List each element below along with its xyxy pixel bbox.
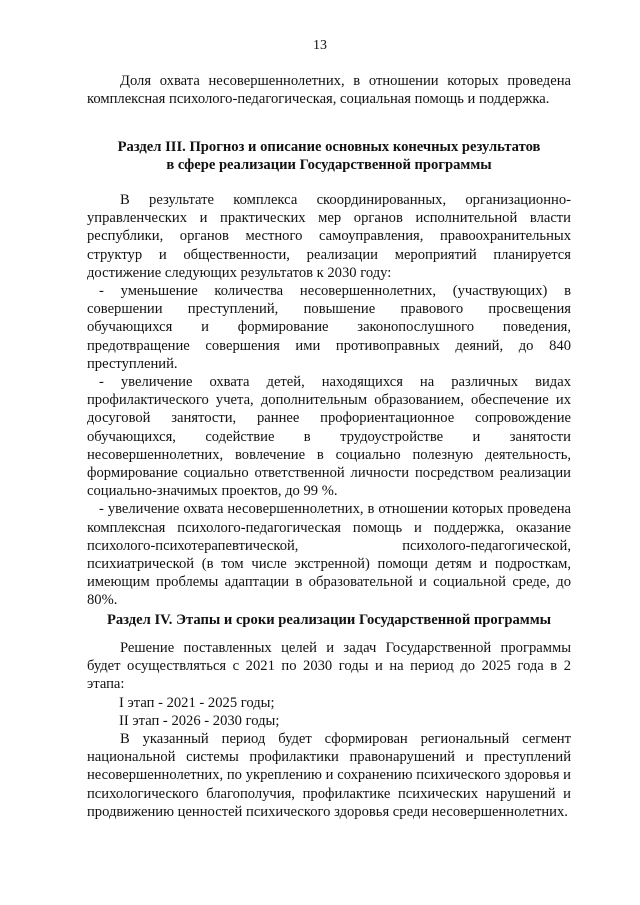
section-3-lead-paragraph: В результате комплекса скоординированных, организационно-управленческих и практических мер органов исполнительной власти республики, органов местного самоуправления, правоохранительных структур и общественности, реализации мероприятий планируется достижение следующих результатов к 2030 году: [87, 192, 571, 281]
section-4-body [87, 639, 571, 821]
result-bullet-3: - увеличение охвата несовершеннолетних, в отношении которых проведена комплексная психолого-педагогическая помощь и поддержка, оказание психолого-психотерапевтической, психолого-педагогической, психиатрической (в том числе экстренной) помощи детям и подросткам, имеющим проблемы адаптации в образовательной и социальной среде, до 80%. [87, 501, 571, 609]
section-3-title-line-1: Раздел III. Прогноз и описание основных конечных результатов [117, 139, 541, 155]
intro-block [87, 72, 571, 108]
result-bullet-1: - уменьшение количества несовершеннолетних, (участвующих) в совершении преступлений, повышение правового просвещения обучающихся и формирование законопослушного поведения, предотвращение совершения ими противоправных деяний, до 840 преступлений. [87, 283, 571, 372]
section-4-title: Раздел IV. Этапы и сроки реализации Государственной программы [106, 612, 552, 628]
result-bullet-2: - увеличение охвата детей, находящихся на различных видах профилактического учета, дополнительным образованием, обеспечение их досуговой занятости, раннее профориентационное сопровождение обучающихся, содействие в трудоустройстве и занятости несовершеннолетних, вовлечение в социально полезную деятельность, формирование социально ответственной личности посредством реализации социально-значимых проектов, до 99 %. [87, 374, 571, 500]
stage-1: I этап - 2021 - 2025 годы; [119, 694, 275, 711]
stage-2: II этап - 2026 - 2030 годы; [119, 712, 280, 729]
intro-paragraph: Доля охвата несовершеннолетних, в отношении которых проведена комплексная психолого-педагогическая, социальная помощь и поддержка. [87, 73, 571, 108]
section-4-closing-paragraph: В указанный период будет сформирован региональный сегмент национальной системы профилактики правонарушений и преступлений несовершеннолетних, по укреплению и сохранению психического здоровья и психологического благополучия, профилактике психических нарушений и продвижению ценностей психического здоровья среди несовершеннолетних. [87, 731, 571, 820]
page-number: 13 [313, 38, 327, 53]
section-4-heading [87, 611, 571, 629]
section-3-heading [87, 138, 571, 174]
section-3-body [87, 191, 571, 610]
section-3-title-line-2: в сфере реализации Государственной программы [166, 157, 492, 174]
section-4-lead-paragraph: Решение поставленных целей и задач Государственной программы будет осуществляться с 2021 по 2030 годы и на период до 2025 года в 2 этапа: [87, 640, 571, 693]
